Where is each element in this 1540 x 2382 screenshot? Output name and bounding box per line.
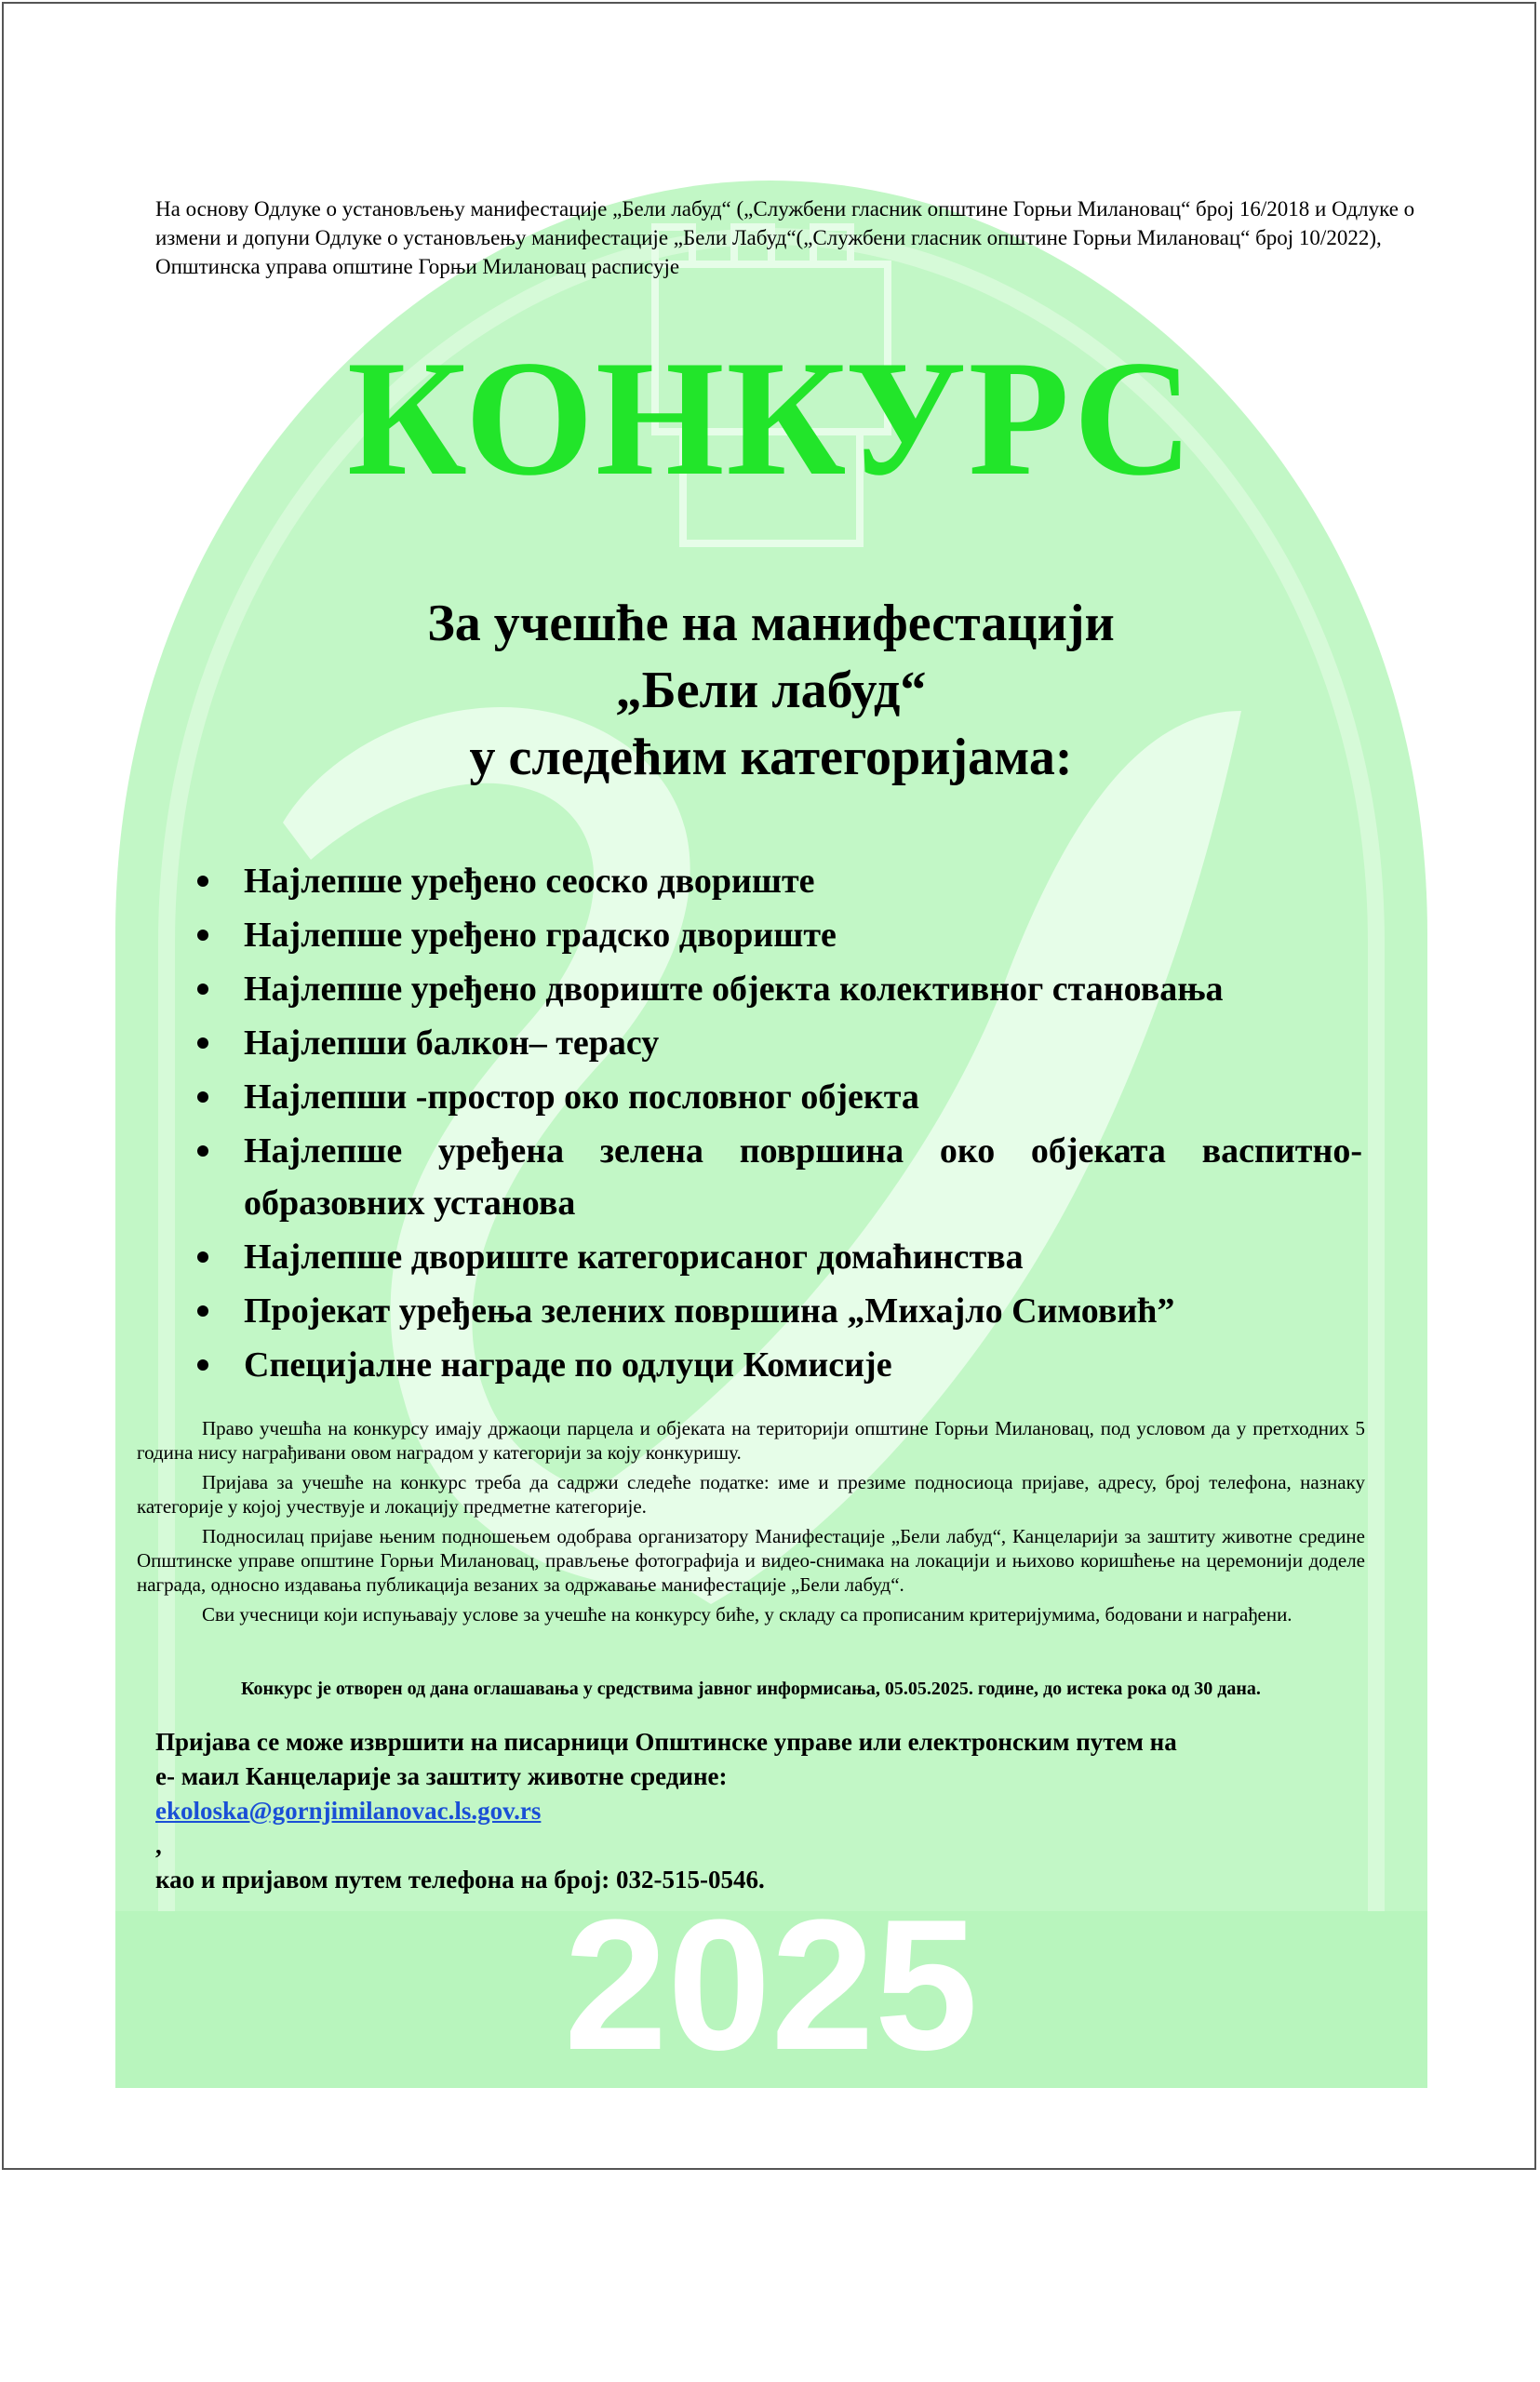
intro-line-3: Општинска управа општине Горњи Милановац расписује: [155, 255, 680, 278]
category-item: Најлепше уређено двориште објекта колективног становања: [190, 963, 1362, 1015]
email-link[interactable]: ekoloska@gornjimilanovac.ls.gov.rs: [155, 1797, 542, 1825]
category-item-line-1: Најлепше уређена зелена површина око објеката васпитно-: [244, 1131, 1362, 1171]
intro-line-1: На основу Одлуке о установљењу манифестације „Бели лабуд“ („Службени гласник општине Горњи Милановац“ број 16/2018 и Одлуке о: [155, 197, 1415, 221]
application-line-2: [155, 1760, 1328, 1863]
intro-line-2: измени и допуни Одлуке о установљењу манифестације „Бели Лабуд“(„Службени гласник општине Горњи Милановац“ број 10/2022),: [155, 226, 1382, 249]
category-item: Најлепше уређено градско двориште: [190, 909, 1362, 961]
application-line-2-suffix: ,: [155, 1831, 162, 1859]
category-item: Најлепше двориште категорисаног домаћинства: [190, 1231, 1362, 1283]
subtitle-line-3: у следећим категоријама:: [469, 729, 1073, 786]
category-item-line-2: образовних установа: [244, 1184, 576, 1223]
conditions-paragraph-2: Пријава за учешће на конкурс треба да садржи следеће податке: име и презиме подносиоца пријаве, адресу, број телефона, назнаку категорије у којој учествује и локацију предметне категорије.: [137, 1471, 1365, 1518]
conditions-paragraph-4: Сви учесници који испуњавају услове за учешће на конкурсу биће, у складу са прописаним критеријумима, бодовани и награђени.: [202, 1603, 1292, 1626]
deadline-notice: Конкурс је отворен од дана оглашавања у средствима јавног информисања, 05.05.2025. године, до истека рока од 30 дана.: [241, 1679, 1261, 1699]
conditions-paragraph-1: Право учешћа на конкурсу имају држаоци парцела и објеката на територији општине Горњи Милановац, под условом да у претходних 5 година нису награђивани овом наградом у категорији за коју конкуришу.: [137, 1417, 1365, 1464]
page-title: КОНКУРС: [346, 326, 1196, 510]
category-item: Најлепше уређено сеоско двориште: [190, 855, 1362, 907]
poster: [2, 2, 1536, 2170]
application-line-3: као и пријавом путем телефона на број: 032-515-0546.: [155, 1866, 765, 1894]
conditions-text: [137, 1416, 1365, 1632]
category-item: Најлепши балкон– терасу: [190, 1017, 1362, 1069]
category-item: [190, 1125, 1362, 1229]
application-info: [155, 1725, 1328, 1897]
category-list: [190, 855, 1362, 1393]
subtitle: [4, 590, 1536, 791]
category-item: Пројекат уређења зелених површина „Михајло Симовић”: [190, 1285, 1362, 1337]
intro-paragraph: [155, 194, 1430, 281]
category-item: Специјалне награде по одлуци Комисије: [190, 1339, 1362, 1391]
application-line-1: Пријава се може извршити на писарници Општинске управе или електронским путем на: [155, 1728, 1177, 1756]
conditions-paragraph-3: Подносилац пријаве њеним подношењем одобрава организатору Манифестације „Бели лабуд“, Канцеларији за заштиту животне средине Општинске управе општине Горњи Милановац, прављење фотографија и видео-снимака на локацији и њихово коришћење на церемонији доделе награда, односно издавања публикација везаних за одржавање манифестације „Бели лабуд“.: [137, 1525, 1365, 1596]
application-line-2-prefix: е- маил Канцеларије за заштиту животне средине:: [155, 1762, 728, 1790]
subtitle-line-1: За учешће на манифестацији: [427, 595, 1115, 652]
category-item: Најлепши -простор око пословног објекта: [190, 1071, 1362, 1123]
year-watermark: 2025: [564, 1881, 978, 2089]
subtitle-line-2: „Бели лабуд“: [615, 662, 927, 719]
